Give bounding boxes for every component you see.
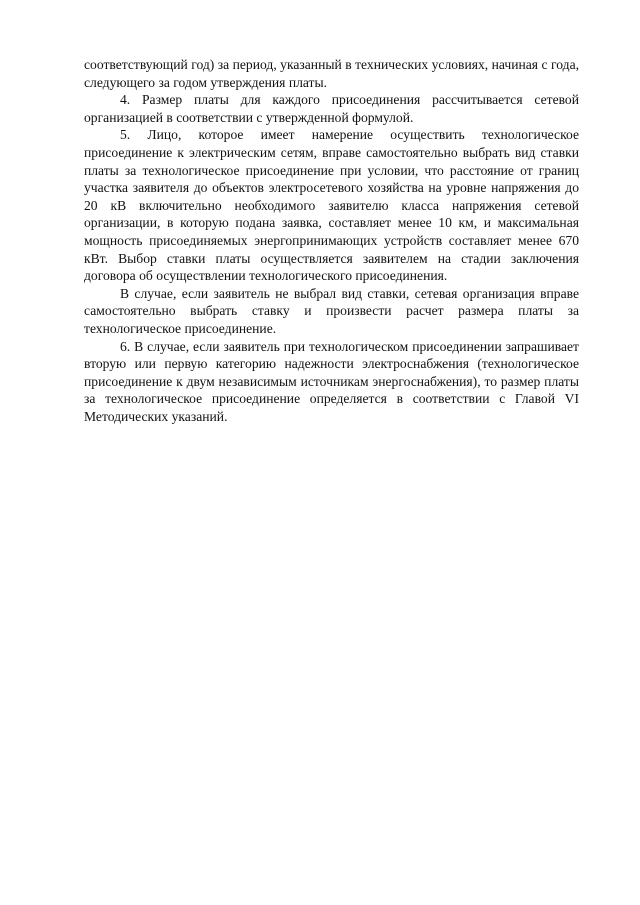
paragraph-item-5-case: В случае, если заявитель не выбрал вид ставки, сетевая организация вправе самостоятельно выбрать ставку и произвести расчет размера платы за технологическое присоединение.: [84, 285, 579, 336]
paragraph-item-5: 5. Лицо, которое имеет намерение осуществить технологическое присоединение к электрическим сетям, вправе самостоятельно выбрать вид ставки платы за технологическое присоединение при условии, что расстояние от границ участка заявителя до объектов электросетевого хозяйства на уровне напряжения до 20 кВ включительно необходимого заявителю класса напряжения сетевой организации, в которую подана заявка, составляет менее 10 км, и максимальная мощность присоединяемых энергопринимающих устройств составляет менее 670 кВт. Выбор ставки платы осуществляется заявителем на стадии заключения договора об осуществлении технологического присоединения.: [84, 127, 579, 284]
paragraph-item-6: 6. В случае, если заявитель при технологическом присоединении запрашивает вторую или первую категорию надежности электроснабжения (технологическое присоединение к двум независимым источникам энергоснабжения), то размер платы за технологическое присоединение определяется в соответствии с Главой VI Методических указаний.: [84, 338, 579, 424]
paragraph-continuation: соответствующий год) за период, указанный в технических условиях, начиная с года, следующего за годом утверждения платы.: [84, 57, 579, 90]
document-page: [84, 56, 579, 425]
paragraph-item-4: 4. Размер платы для каждого присоединения рассчитывается сетевой организацией в соответствии с утвержденной формулой.: [84, 92, 579, 125]
